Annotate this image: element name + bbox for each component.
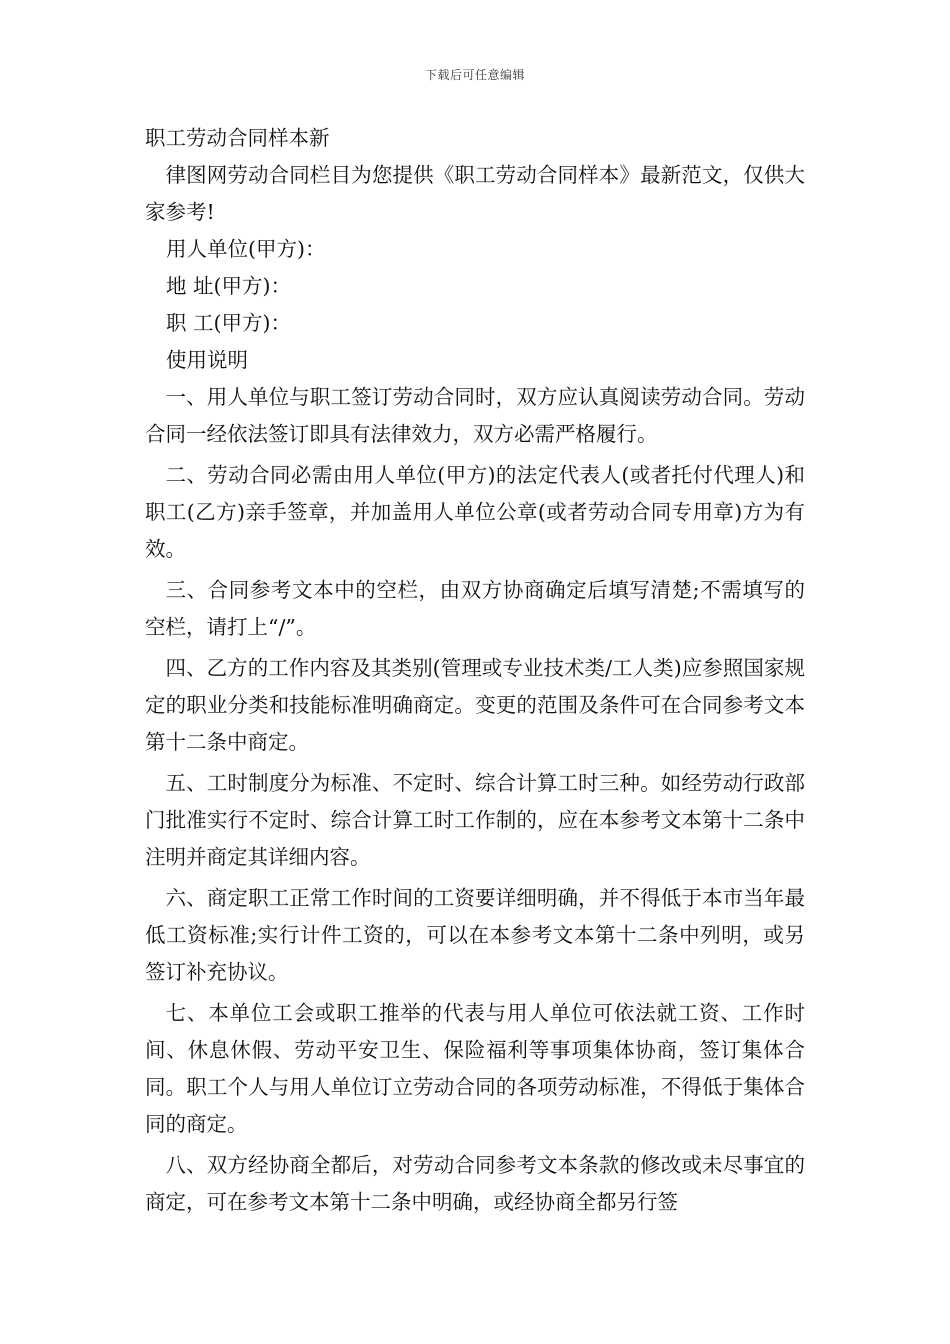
instruction-item-6: 六、商定职工正常工作时间的工资要详细明确，并不得低于本市当年最低工资标准;实行计件工资的，可以在本参考文本第十二条中列明，或另签订补充协议。 (145, 886, 805, 984)
instruction-item-8: 八、双方经协商全都后，对劳动合同参考文本条款的修改或未尽事宜的商定，可在参考文本第十二条中明确，或经协商全都另行签 (145, 1153, 805, 1214)
field-employer: 用人单位(甲方)： (166, 237, 326, 261)
instruction-item-7: 七、本单位工会或职工推举的代表与用人单位可依法就工资、工作时间、休息休假、劳动平安卫生、保险福利等事项集体协商，签订集体合同。职工个人与用人单位订立劳动合同的各项劳动标准，不得低于集体合同的商定。 (145, 1001, 805, 1136)
instruction-item-3: 三、合同参考文本中的空栏，由双方协商确定后填写清楚;不需填写的空栏，请打上“/”。 (145, 578, 805, 639)
instruction-item-5: 五、工时制度分为标准、不定时、综合计算工时三种。如经劳动行政部门批准实行不定时、综合计算工时工作制的，应在本参考文本第十二条中注明并商定其详细内容。 (145, 771, 805, 869)
instruction-item-4: 四、乙方的工作内容及其类别(管理或专业技术类/工人类)应参照国家规定的职业分类和技能标准明确商定。变更的范围及条件可在合同参考文本第十二条中商定。 (145, 656, 805, 754)
document-title: 职工劳动合同样本新 (145, 126, 330, 150)
instruction-item-2: 二、劳动合同必需由用人单位(甲方)的法定代表人(或者托付代理人)和职工(乙方)亲手签章，并加盖用人单位公章(或者劳动合同专用章)方为有效。 (145, 463, 805, 561)
field-address: 地 址(甲方)： (166, 274, 292, 298)
document-body (145, 120, 805, 1221)
page-header: 下载后可任意编辑 (424, 68, 525, 82)
instructions-heading: 使用说明 (166, 348, 248, 372)
instruction-item-1: 一、用人单位与职工签订劳动合同时，双方应认真阅读劳动合同。劳动合同一经依法签订即具有法律效力，双方必需严格履行。 (145, 385, 805, 446)
intro-paragraph: 律图网劳动合同栏目为您提供《职工劳动合同样本》最新范文，仅供大家参考! (145, 163, 805, 224)
field-employee: 职 工(甲方)： (166, 311, 292, 335)
